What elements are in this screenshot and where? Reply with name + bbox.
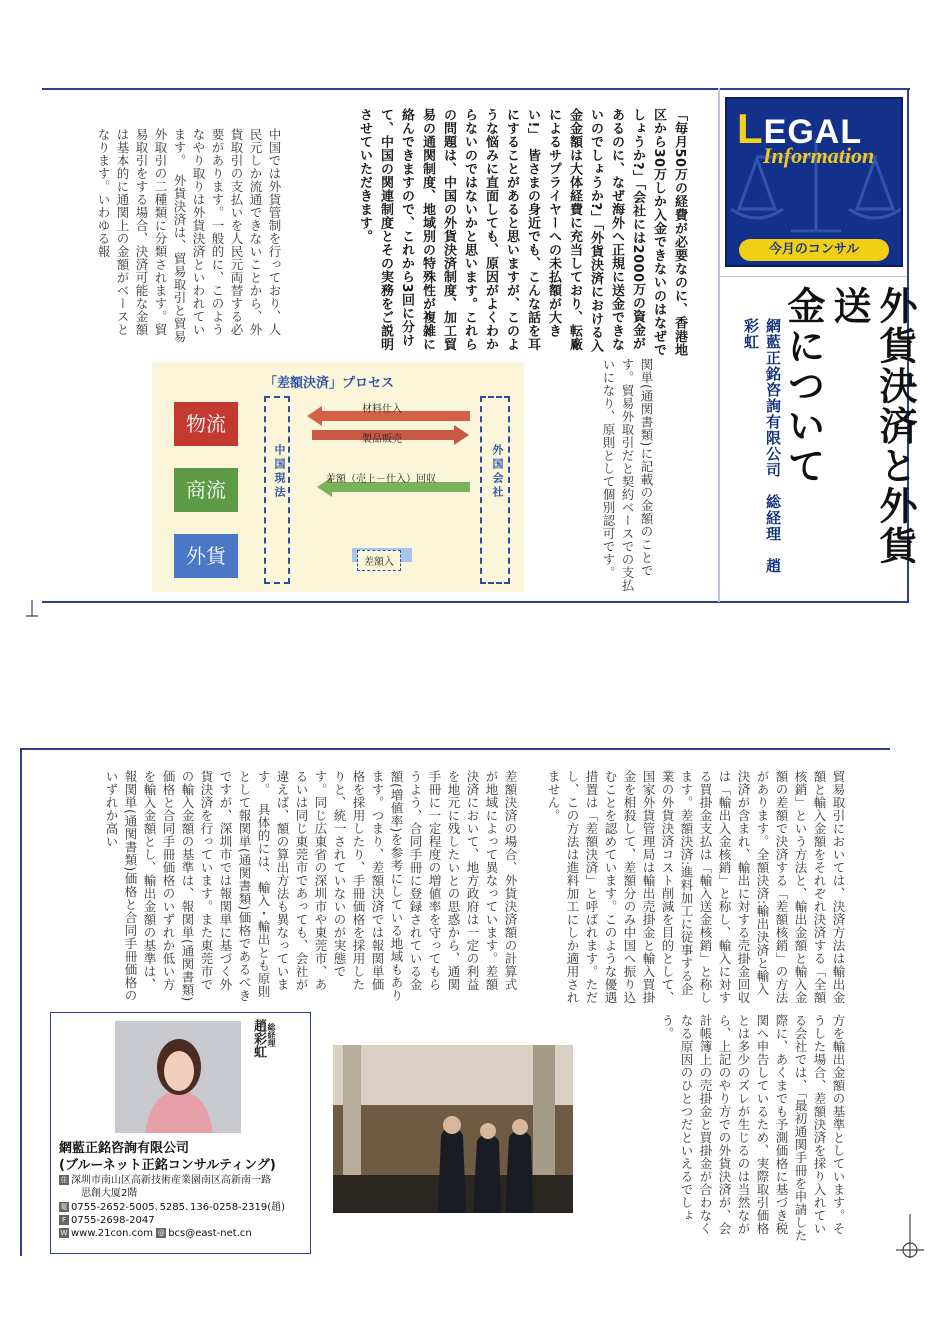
box-divider — [718, 276, 907, 277]
lower-column-right: 貿易取引においては、決済方法は輸出金額と輸入金額をそれぞれ決済する「全額核銷」という方法と、輸出金額と輸入金額の差額で決済する「差額核銷」の方法があります。全額決済:輸出決済と輸入決済が含まれ、輸出に対する売掛金回収は「輸出入金核銷」と称し、輸入に対する買掛金支払は「輸入送金核銷」と称します。差額決済:進料加工に従事する企業の外貨決済コスト削減を目的として、国家外貨管理局は輸出売掛金と輸入買掛金を相殺して、差額分のみ中国へ振り込むことを認めています。このような優遇措置は「差額決済」と呼ばれます。ただし、この方法は進料加工にしか適用されません。 — [546, 770, 846, 1004]
email-link[interactable]: bcs@east-net.cn — [168, 1228, 252, 1239]
crop-mark-right — [896, 1214, 924, 1258]
legal-information-logo — [725, 97, 903, 267]
legal-wordmark: LEGAL — [737, 105, 863, 152]
address: 住 深圳市南山区高新技術産業園南区高新南一路 思創大厦2階 — [60, 1175, 271, 1199]
currency-box: 外貨 — [174, 534, 238, 578]
author-name: 趙彩虹 — [251, 1019, 266, 1058]
fax-icon: F — [59, 1215, 69, 1225]
author-photo — [115, 1021, 241, 1133]
title-divider — [718, 88, 720, 602]
consul-badge: 今月のコンサル — [739, 239, 889, 261]
settlement-process-diagram — [152, 362, 524, 592]
lower-top-rule — [20, 748, 890, 750]
foreign-company-column: 外国会社 — [480, 396, 510, 584]
lead-paragraph: 「毎月50万の経費が必要なのに、香港地区から30万しか入金できないのはなぜでしょうか?」「会社には2000万の資金があるのに、なぜ海外へ正規に送金できないのでしょうか?」「外貨決済における入金金額は大体経費に充当しており、転廠によるサプライヤーへの未払額が大きい!」 皆さまの身近でも、こんな話を耳にすることがあると思いますが、このような悩みに直面しても、原因がよくわからないのではないかと思います。これらの問題は、中国の外貨決済制度、加工貿易の通関制度、地域別の特殊性が複雑に絡んできますので、これから3回に分けて、中国の関連制度とその実務をご説明させていただきます。 — [357, 108, 687, 357]
arrow-label-product: 製品販売 — [362, 434, 402, 445]
china-entity-column: 中国現法 — [264, 396, 290, 584]
article-author: 網藍正銘咨詢有限公司 総経理 趙彩虹 — [742, 318, 782, 574]
website-link[interactable]: www.21con.com — [71, 1228, 154, 1239]
fax: F 0755-2698-2047 — [59, 1214, 155, 1227]
lower-column-bottom: 方を輸出金額の基準としています。そうした場合、差額決済を採り入れている会社では、「最初通関手冊を申請した際に、あくまでも予測価格に基づき税関へ申告しているため、実際取引価格とは多少のズレが生じるのは当然ながら、上記のやり方での外貨決済が、会計帳簿上の売掛金と買掛金が合わなくなる原因のひとつだといえるでしょう。 — [660, 1014, 846, 1242]
business-meeting-photo — [333, 1045, 573, 1213]
lower-left-rule — [20, 748, 22, 1256]
crop-mark-left — [22, 600, 42, 620]
top-rule — [42, 88, 910, 90]
arrow-label-difference-in: 差額入 — [357, 550, 401, 571]
phone-icon: 電 — [60, 1203, 68, 1211]
commerce-box: 商流 — [174, 468, 238, 512]
company-name: 網藍正銘咨詢有限公司 (ブルーネット正銘コンサルティング) — [59, 1141, 276, 1173]
logistics-box: 物流 — [174, 402, 238, 446]
address-icon: 住 — [60, 1176, 68, 1184]
mail-icon: @ — [157, 1229, 165, 1237]
web-contact — [59, 1227, 252, 1240]
article-title: 外貨決済と外貨送 金について — [781, 286, 918, 566]
top-bottom-rule — [42, 601, 909, 603]
arrow-label-material: 材料仕入 — [362, 404, 402, 415]
body-paragraph-1: 中国では外貨管制を行っており、人民元しか流通できないことから、外貨取引の支払いを人民元両替する必要があります。一般的に、このようなやり取りは外貨決済といわれています。 外貨決済は、貿易取引と貿易外取引の二種類に分類されます。貿易取引をする場合、決済可能な金額は基本的に通関上の金額がベースとなります。いわゆる報 — [96, 128, 282, 343]
body-paragraph-2: 関単(通関書類)に記載の金額のことです。貿易外取引だと契約ベースでの支払いになり、原則として個別認可です。 — [601, 358, 654, 592]
lower-column-middle: 差額決済の場合、外貨決済額の計算式が地域によって異なっています。差額決済において、地方政府は一定の利益を地元に残したいとの思惑から、通関手冊に一定程度の増値率を守ってもらうよう、合同手冊に登録されている金額(増値率)を参考にしている地域もあります。つまり、差額決済では報関単価格を採用したり、手冊価格を採用したりと、統一されていないのが実態です。同じ広東省の深圳市や東莞市、あるいは同じ東莞市であっても、会社が違えば、額の算出方法も異なっています。 具体的には、輸入・輸出とも原則として報関単(通関書類)価格であるべきですが、深圳市では報関単に基づく外貨決済を行っています。また東莞市での輸入金額の基準は、報関単(通関書類)価格と合同手冊価格のいずれか低い方を輸入金額とし、輸出金額の基準は、報関単(通関書類)価格と合同手冊価格のいずれか高い — [104, 770, 518, 1002]
diagram-title: 「差額決済」プロセス — [264, 376, 395, 391]
author-title: 総経理 — [267, 1023, 276, 1047]
author-profile — [50, 1012, 311, 1254]
arrow-label-difference: 差額（売上－仕入）回収 — [326, 474, 436, 485]
telephone: 電 0755-2652-5005､5285､136-0258-2319(趙) — [60, 1202, 286, 1213]
information-wordmark: Information — [763, 143, 875, 168]
web-icon: W — [60, 1229, 68, 1237]
